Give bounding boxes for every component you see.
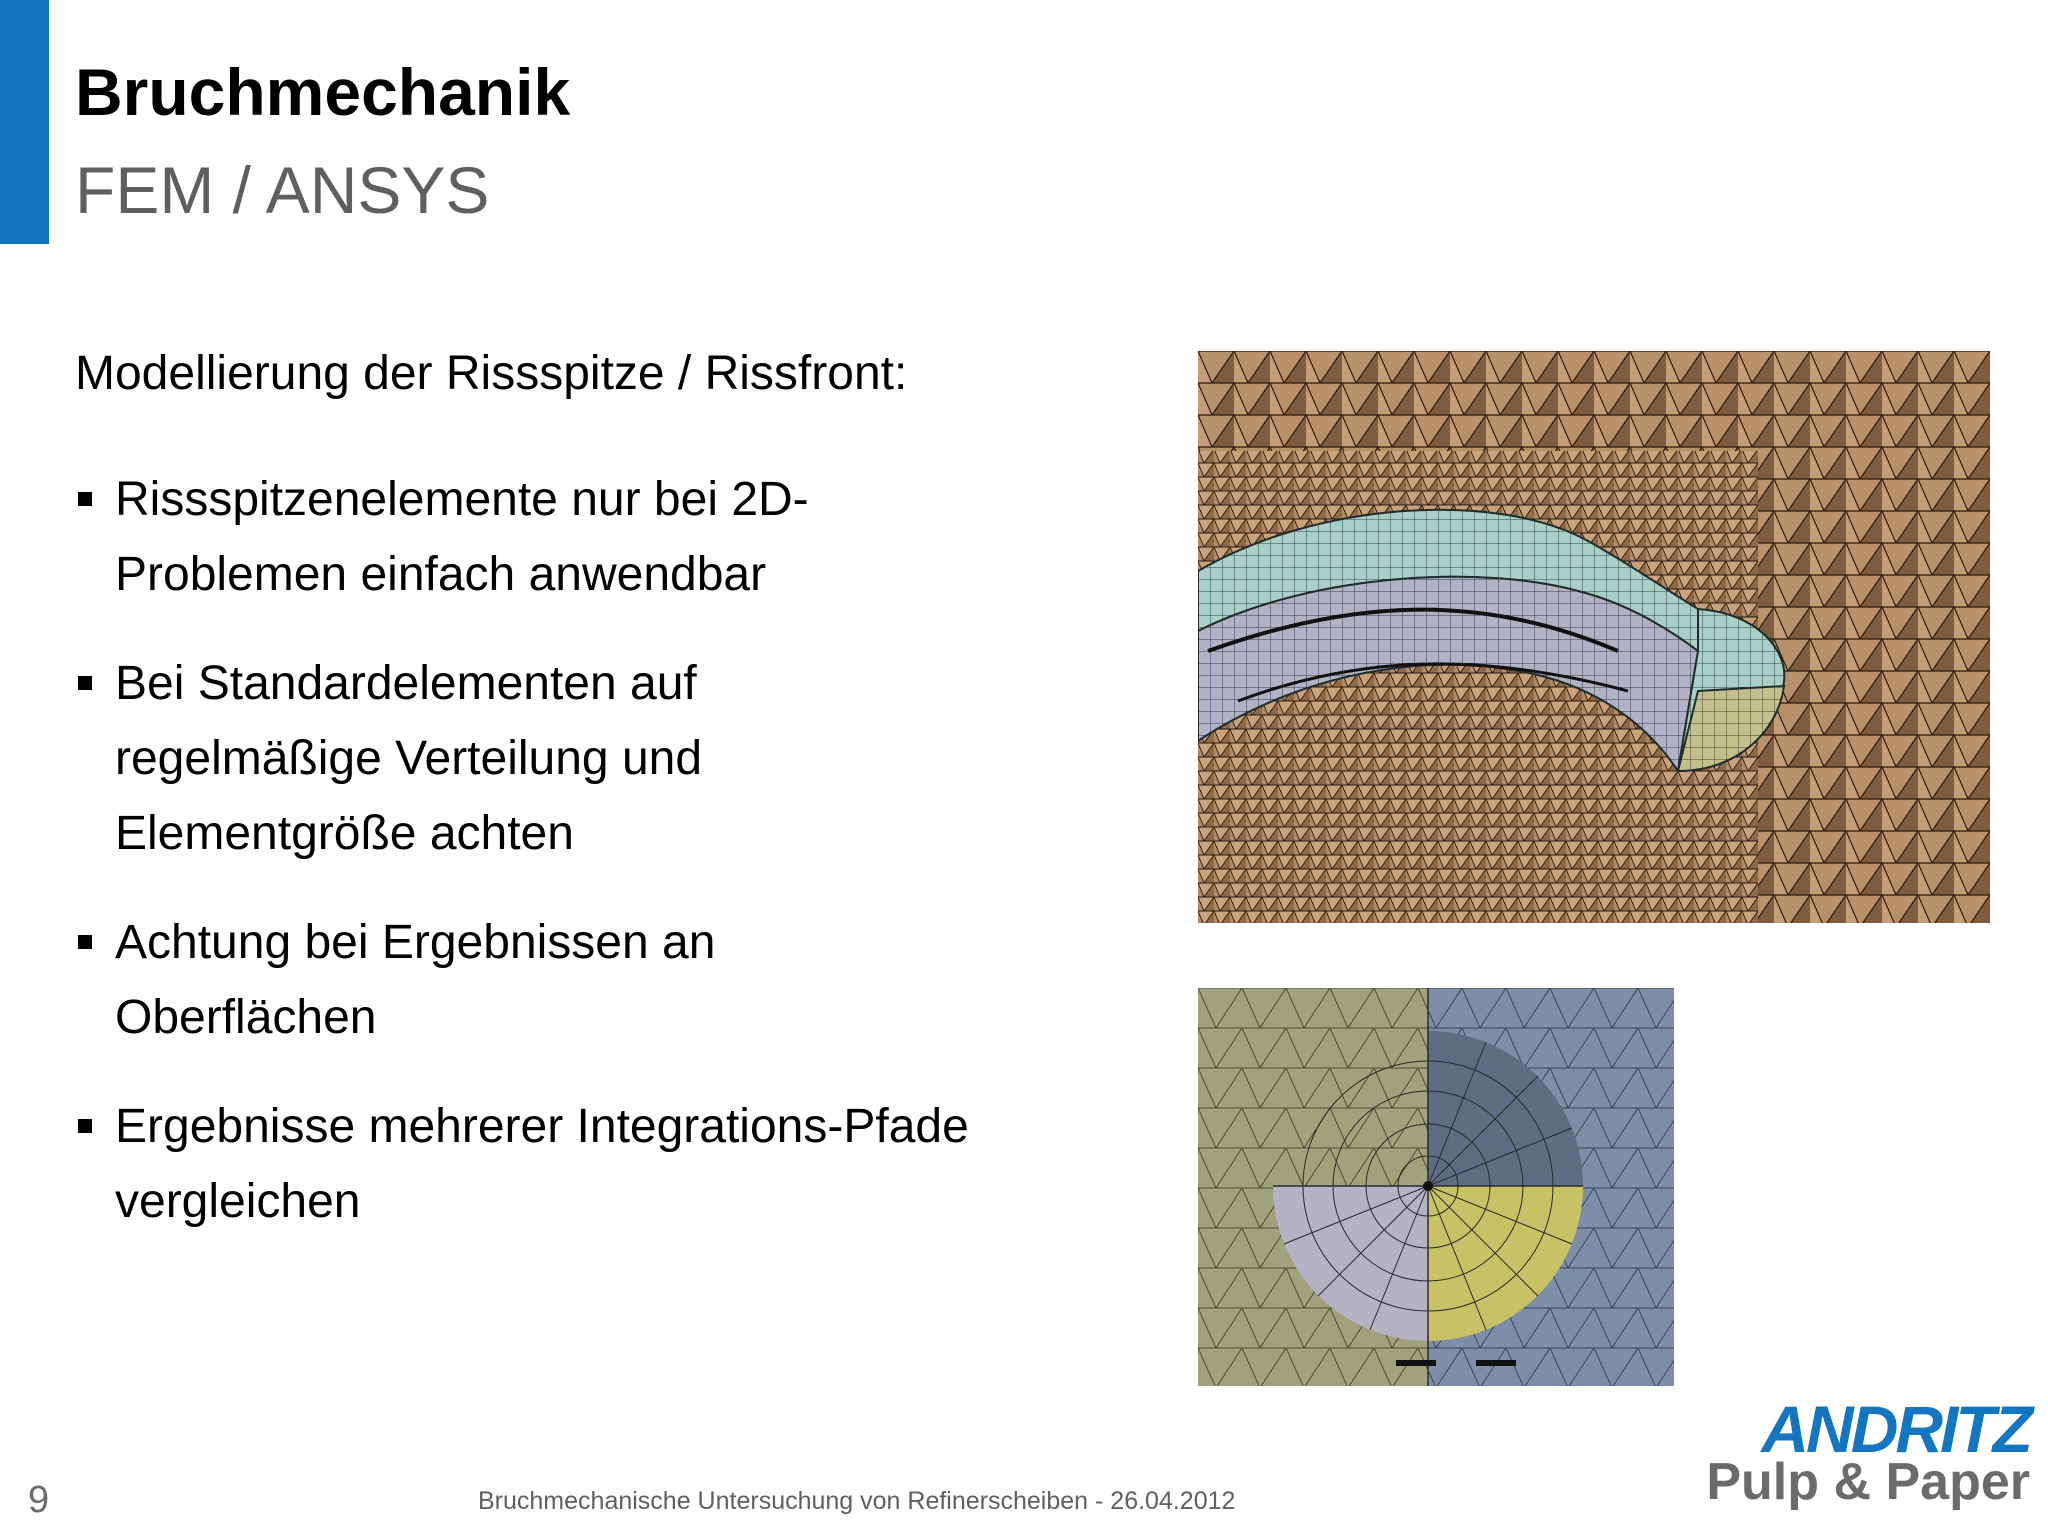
slide-title: Bruchmechanik [75, 55, 571, 129]
footer-text: Bruchmechanische Untersuchung von Refinerscheiben - 26.04.2012 [478, 1487, 1236, 1515]
logo-brand: ANDRITZ [1761, 1392, 2030, 1466]
bullet-item [75, 1089, 1075, 1239]
bullet-item [75, 462, 1075, 612]
intro-text: Modellierung der Rissspitze / Rissfront: [75, 347, 908, 400]
bullet-line: Bei Standardelementen auf [115, 657, 697, 710]
accent-bar [0, 0, 49, 244]
bullet-list [75, 462, 1075, 1273]
crack-tip-mesh-image [1198, 988, 1674, 1386]
bullet-line: Ergebnisse mehrerer Integrations-Pfade [115, 1100, 969, 1153]
page-number: 9 [28, 1479, 50, 1521]
bullet-square-icon [78, 1119, 92, 1133]
bullet-line: regelmäßige Verteilung und [115, 732, 703, 785]
bullet-line: Oberflächen [115, 991, 377, 1044]
bullet-line: Achtung bei Ergebnissen an [115, 916, 716, 969]
bullet-line: Rissspitzenelemente nur bei 2D- [115, 473, 809, 526]
bullet-line: Problemen einfach anwendbar [115, 548, 767, 601]
bullet-square-icon [78, 935, 92, 949]
bullet-line: Elementgröße achten [115, 807, 574, 860]
bullet-item [75, 905, 1075, 1055]
crack-front-mesh-image [1198, 351, 1990, 923]
andritz-logo [1690, 1392, 2030, 1511]
bullet-line: vergleichen [115, 1175, 361, 1228]
logo-division: Pulp & Paper [1706, 1453, 2030, 1511]
bullet-item [75, 646, 1075, 871]
slide-subtitle: FEM / ANSYS [75, 153, 490, 227]
bullet-square-icon [78, 676, 92, 690]
bullet-square-icon [78, 492, 92, 506]
